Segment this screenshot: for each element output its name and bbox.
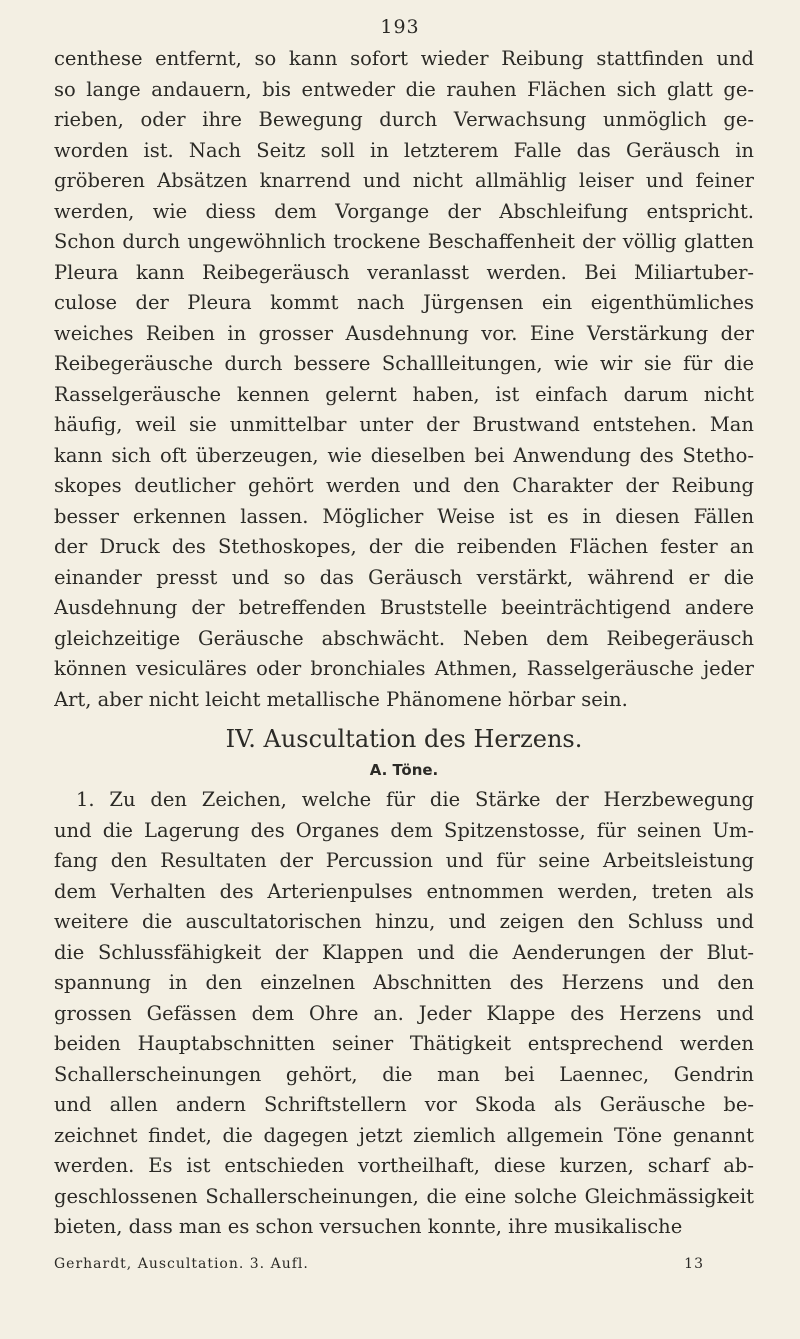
text-line: der Druck des Stethoskopes, der die reibenden Flächen fester an: [54, 535, 754, 558]
text-line: einander presst und so das Geräusch verstärkt, während er die: [54, 565, 754, 589]
text-line: besser erkennen lassen. Möglicher Weise ist es in diesen Fällen: [54, 504, 754, 528]
text-line: häufig, weil sie unmittelbar unter der Brustwand entstehen. Man: [54, 413, 754, 436]
text-line: rieben, oder ihre Bewegung durch Verwachsung unmöglich ge-: [54, 108, 754, 131]
section-heading: IV. Auscultation des Herzens.: [225, 725, 583, 753]
page-footer: [54, 1256, 704, 1272]
text-line: culose der Pleura kommt nach Jürgensen ein eigenthümliches: [54, 291, 754, 314]
text-line: und die Lagerung des Organes dem Spitzenstosse, für seinen Um-: [54, 818, 754, 842]
text-line: Schallerscheinungen gehört, die man bei Laennec, Gendrin: [54, 1062, 754, 1086]
subheading: A. Töne.: [369, 761, 439, 779]
text-line: dem Verhalten des Arterienpulses entnommen werden, treten als: [54, 879, 754, 903]
text-line: 1. Zu den Zeichen, welche für die Stärke der Herzbewegung: [76, 788, 754, 811]
text-line: zeichnet findet, die dagegen jetzt ziemlich allgemein Töne genannt: [54, 1123, 754, 1147]
text-line: Schon durch ungewöhnlich trockene Beschaffenheit der völlig glatten: [54, 230, 754, 253]
text-line: Art, aber nicht leicht metallische Phänomene hörbar sein.: [54, 687, 628, 711]
text-line: werden, wie diess dem Vorgange der Abschleifung entspricht.: [54, 199, 754, 223]
text-line: die Schlussfähigkeit der Klappen und die Aenderungen der Blut-: [54, 940, 754, 964]
text-line: kann sich oft überzeugen, wie dieselben bei Anwendung des Stetho-: [54, 443, 754, 467]
text-line: gleichzeitige Geräusche abschwächt. Neben dem Reibegeräusch: [54, 626, 754, 650]
text-line: worden ist. Nach Seitz soll in letzterem Falle das Geräusch in: [54, 138, 754, 162]
paragraph-friction-sounds: [54, 44, 754, 715]
text-line: fang den Resultaten der Percussion und für seine Arbeitsleistung: [54, 849, 754, 872]
text-line: können vesiculäres oder bronchiales Athmen, Rasselgeräusche jeder: [54, 657, 754, 680]
text-block: [54, 44, 754, 1243]
text-line: so lange andauern, bis entweder die rauhen Flächen sich glatt ge-: [54, 77, 754, 101]
text-line: spannung in den einzelnen Abschnitten des Herzens und den: [54, 971, 754, 994]
text-line: Ausdehnung der betreffenden Bruststelle beeinträchtigend andere: [54, 596, 754, 619]
text-line: weiches Reiben in grosser Ausdehnung vor. Eine Verstärkung der: [54, 321, 754, 345]
paragraph-heart-sounds: [54, 785, 754, 1243]
text-line: grossen Gefässen dem Ohre an. Jeder Klappe des Herzens und: [54, 1001, 754, 1025]
text-line: weitere die auscultatorischen hinzu, und zeigen den Schluss und: [54, 910, 754, 933]
text-line: bieten, dass man es schon versuchen konnte, ihre musikalische: [54, 1215, 683, 1238]
footer-sheet-number: 13: [684, 1256, 704, 1272]
text-line: Reibegeräusche durch bessere Schallleitungen, wie wir sie für die: [54, 352, 754, 375]
page-number: 193: [380, 16, 420, 38]
text-line: geschlossenen Schallerscheinungen, die eine solche Gleichmässigkeit: [54, 1184, 754, 1208]
text-line: und allen andern Schriftstellern vor Skoda als Geräusche be-: [54, 1093, 754, 1116]
text-line: Pleura kann Reibegeräusch veranlasst werden. Bei Miliartuber-: [54, 260, 754, 284]
text-line: gröberen Absätzen knarrend und nicht allmählig leiser und feiner: [54, 169, 754, 192]
text-line: Rasselgeräusche kennen gelernt haben, ist einfach darum nicht: [54, 382, 754, 406]
text-line: centhese entfernt, so kann sofort wieder Reibung stattfinden und: [54, 47, 754, 70]
text-line: werden. Es ist entschieden vortheilhaft, diese kurzen, scharf ab-: [54, 1154, 754, 1177]
text-line: skopes deutlicher gehört werden und den Charakter der Reibung: [54, 474, 754, 497]
text-line: beiden Hauptabschnitten seiner Thätigkeit entsprechend werden: [54, 1032, 754, 1055]
footer-signature: Gerhardt, Auscultation. 3. Aufl.: [54, 1256, 309, 1272]
